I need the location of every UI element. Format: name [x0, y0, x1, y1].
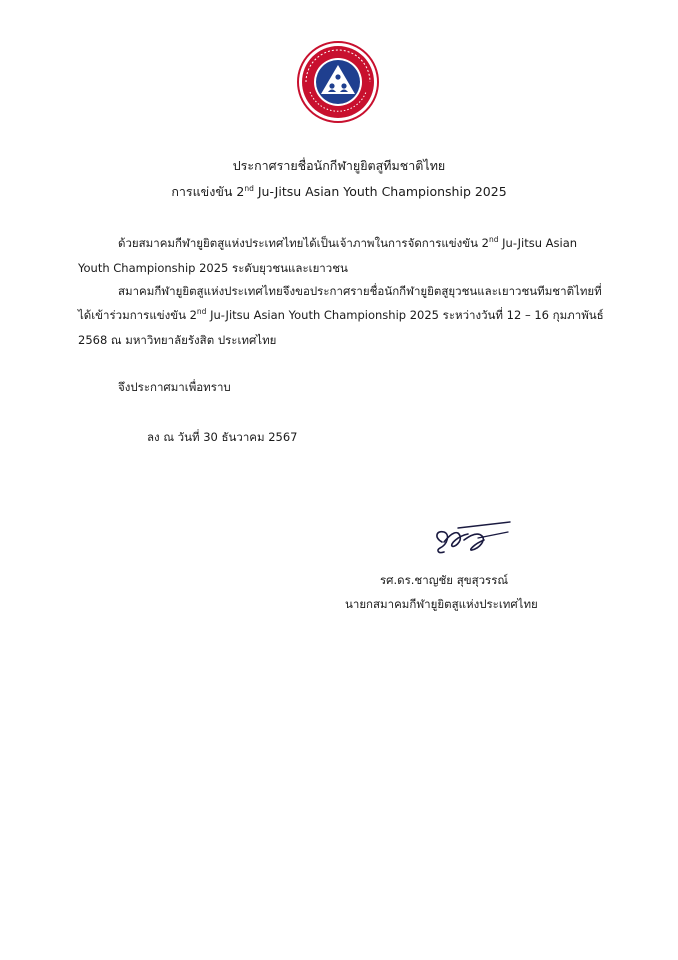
title-line-2-suffix: Ju-Jitsu Asian Youth Championship 2025 — [253, 184, 507, 199]
paragraph-2-line-1: สมาคมกีฬายูยิตสูแห่งประเทศไทยจึงขอประกาศรายชื่อนักกีฬายูยิตสูยุวชนและเยาวชนทีมชาติไทยที่ — [118, 284, 602, 298]
p1a-suffix: Ju-Jitsu Asian — [498, 236, 578, 250]
paragraph-2-line-3: 2568 ณ มหาวิทยาลัยรังสิต ประเทศไทย — [78, 333, 277, 347]
signed-date: ลง ณ วันที่ 30 ธันวาคม 2567 — [147, 430, 298, 444]
title-line-2-ordinal: nd — [244, 184, 254, 193]
handwritten-signature-icon — [428, 518, 514, 560]
page-subtitle — [0, 182, 678, 202]
p1a-prefix: ด้วยสมาคมกีฬายูยิตสูแห่งประเทศไทยได้เป็นเจ้าภาพในการจัดการแข่งขัน 2 — [118, 236, 489, 250]
p2b-ordinal: nd — [196, 307, 207, 316]
p1a-ordinal: nd — [488, 235, 499, 244]
page-title — [0, 156, 678, 176]
paragraph-1-line-2: Youth Championship 2025 ระดับยุวชนและเยาวชน — [78, 261, 348, 275]
closing-statement: จึงประกาศมาเพื่อทราบ — [118, 380, 231, 394]
p2b-prefix: ได้เข้าร่วมการแข่งขัน 2 — [78, 308, 197, 322]
paragraph-2-line-2 — [78, 306, 604, 324]
title-line-2-prefix: การแข่งขัน 2 — [171, 184, 245, 199]
paragraph-1-line-1 — [118, 234, 577, 252]
p2b-suffix: Ju-Jitsu Asian Youth Championship 2025 ระหว่างวันที่ 12 – 16 กุมภาพันธ์ — [206, 308, 604, 322]
title-line-1: ประกาศรายชื่อนักกีฬายูยิตสูทีมชาติไทย — [232, 158, 446, 173]
association-logo-icon — [296, 40, 380, 124]
signer-title: นายกสมาคมกีฬายูยิตสูแห่งประเทศไทย — [345, 597, 538, 611]
signer-name: รศ.ดร.ชาญชัย สุขสุวรรณ์ — [380, 573, 509, 587]
